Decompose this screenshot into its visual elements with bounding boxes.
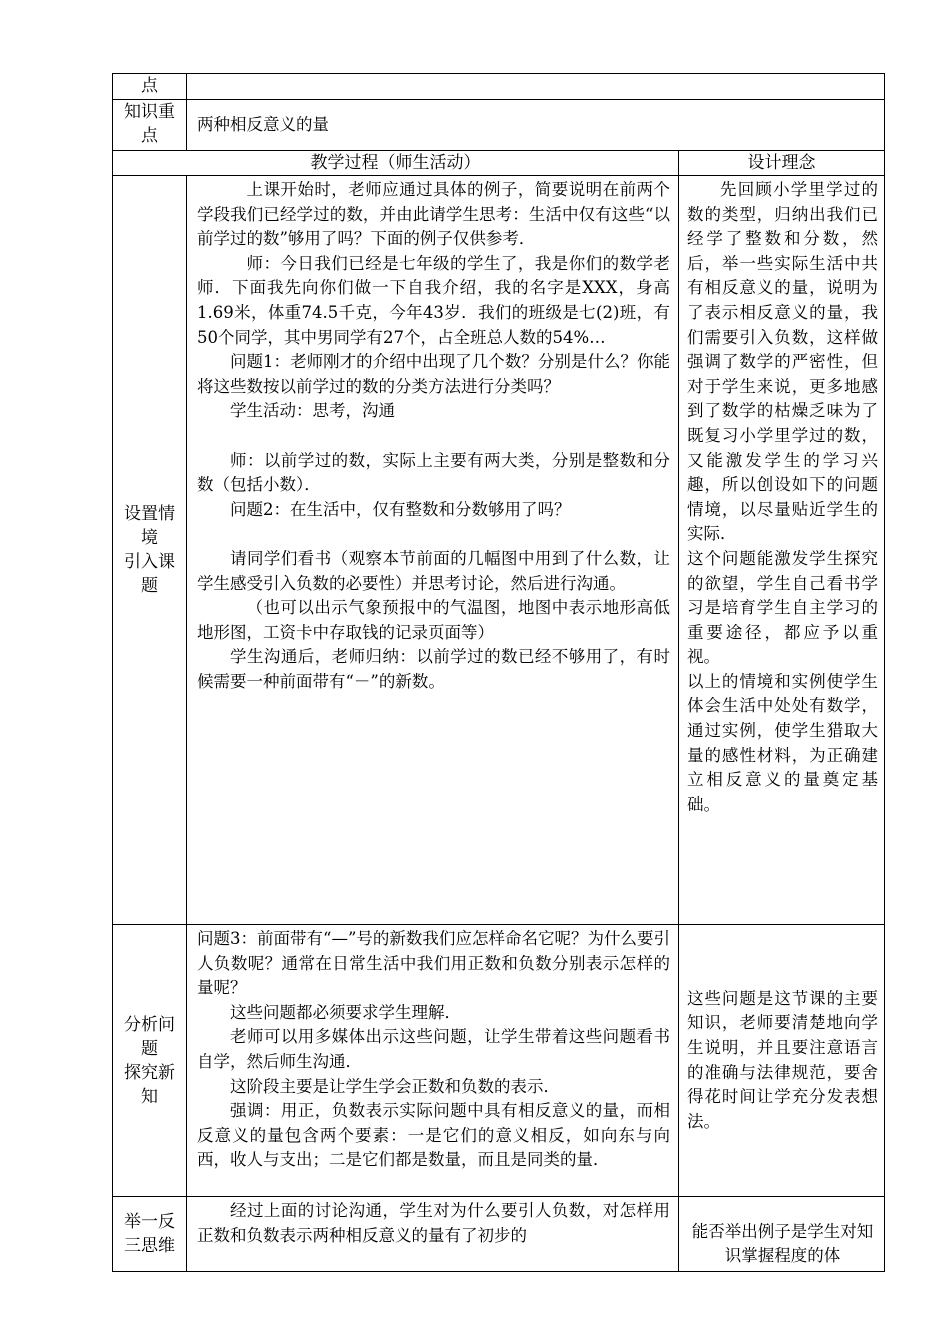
row-label: 点: [113, 74, 187, 100]
row-section-extend: [113, 1197, 885, 1272]
paragraph: 学生沟通后，老师归纳：以前学过的数已经不够用了，有时候需要一种前面带有“－”的新数。: [197, 647, 670, 691]
row-top-fragment: [113, 74, 885, 100]
paragraph: （也可以出示气象预报中的气温图，地图中表示地形高低地形图，工资卡中存取钱的记录页面等）: [197, 598, 670, 642]
paragraph: 这些问题都必须要求学生理解．: [230, 1002, 461, 1022]
row-section-intro: [113, 176, 885, 925]
process-header: 教学过程（师生活动）: [113, 151, 679, 176]
section-intro-process: [187, 176, 679, 925]
label-line: 三思维: [124, 1236, 175, 1256]
section-explore-label: [113, 925, 187, 1197]
paragraph: 师：以前学过的数，实际上主要有两大类，分别是整数和分数（包括小数）．: [197, 450, 670, 495]
empty-cell: [187, 74, 885, 100]
section-explore-concept: 这些问题是这节课的主要知识，老师要清楚地向学生说明，并且要注意语言的准确与法律规范，要舍得花时间让学充分发表想法。: [679, 925, 885, 1197]
row-key-point: [113, 100, 885, 151]
paragraph: 强调：用正，负数表示实际问题中具有相反意义的量，而相反意义的量包含两个要素：一是它们的意义相反，如向东与向西，收人与支出；二是它们都是数量，而且是同类的量．: [197, 1101, 670, 1170]
paragraph: 问题2：在生活中，仅有整数和分数够用了吗？: [230, 499, 571, 519]
label-line: 探究新: [124, 1062, 175, 1083]
section-extend-process: [187, 1197, 679, 1272]
label-line: 知识重: [124, 102, 175, 122]
note-paragraph: 以上的情境和实例使学生体会生活中处处有数学，通过实例，使学生猎取大量的感性材料，为正确建立相反意义的量奠定基础。: [687, 671, 878, 814]
paragraph: 请同学们看书（观察本节前面的几幅图中用到了什么数，让学生感受引入负数的必要性）并思考讨论，然后进行沟通。: [197, 548, 670, 593]
label-line: 知: [141, 1086, 158, 1107]
lesson-plan-table: [112, 73, 885, 1272]
label-line: 设置情: [124, 504, 175, 524]
paragraph: 学生活动：思考，沟通: [230, 401, 395, 421]
key-point-label: [113, 100, 187, 151]
label-line: 境: [141, 528, 158, 548]
paragraph: 问题1：老师刚才的介绍中出现了几个数？分别是什么？你能将这些数按以前学过的数的分类方法进行分类吗？: [197, 352, 670, 396]
label-line: 题: [141, 576, 158, 596]
spacer: [197, 522, 670, 547]
label-line: 举一反: [124, 1212, 175, 1232]
section-extend-label: [113, 1197, 187, 1272]
paragraph: 师：今日我们已经是七年级的学生了，我是你们的数学老师．下面我先向你们做一下自我介绍，我的名字是XXX，身高1.69米，体重74.5千克，今年43岁．我们的班级是七(2)班，有50个同学，其中男同学有27个，占全班总人数的54%…: [197, 253, 670, 347]
section-explore-process: [187, 925, 679, 1197]
label-line: 点: [141, 126, 158, 146]
paragraph: 问题3：前面带有“—”号的新数我们应怎样命名它呢？为什么要引人负数呢？通常在日常生活中我们用正数和负数分别表示怎样的量呢？: [197, 929, 670, 998]
label-line: 引入课: [124, 552, 175, 572]
row-section-explore: [113, 925, 885, 1197]
section-extend-concept: 能否举出例子是学生对知识掌握程度的体: [679, 1197, 885, 1272]
note-paragraph: 先回顾小学里学过的数的类型，归纳出我们已经学了整数和分数，然后，举一些实际生活中共有相反意义的量，说明为了表示相反意义的量，我们需要引入负数，这样做强调了数学的严密性，但对于学生来说，更多地感到了数学的枯燥乏味为了既复习小学里学过的数，又能激发学生的学习兴趣，所以创设如下的问题情境，以尽量贴近学生的实际．: [687, 180, 878, 544]
section-intro-label: [113, 176, 187, 925]
label-line: 题: [141, 1038, 158, 1059]
paragraph: 经过上面的讨论沟通，学生对为什么要引人负数，对怎样用正数和负数表示两种相反意义的量有了初步的: [197, 1201, 670, 1245]
paragraph: 老师可以用多媒体出示这些问题，让学生带着这些问题看书自学，然后师生沟通．: [197, 1027, 670, 1071]
paragraph: 这阶段主要是让学生学会正数和负数的表示．: [230, 1076, 560, 1096]
spacer: [197, 424, 670, 449]
paragraph: 上课开始时，老师应通过具体的例子，简要说明在前两个学段我们已经学过的数，并由此请学生思考：生活中仅有这些“以前学过的数”够用了吗？下面的例子仅供参考．: [197, 180, 670, 249]
section-intro-concept: [679, 176, 885, 925]
key-point-content: 两种相反意义的量: [187, 100, 885, 151]
label-line: 分析问: [124, 1014, 175, 1035]
row-header: [113, 151, 885, 176]
concept-header: 设计理念: [679, 151, 885, 176]
note-paragraph: 这个问题能激发学生探究的欲望，学生自己看书学习是培育学生自主学习的重要途径，都应予以重视。: [687, 548, 878, 667]
